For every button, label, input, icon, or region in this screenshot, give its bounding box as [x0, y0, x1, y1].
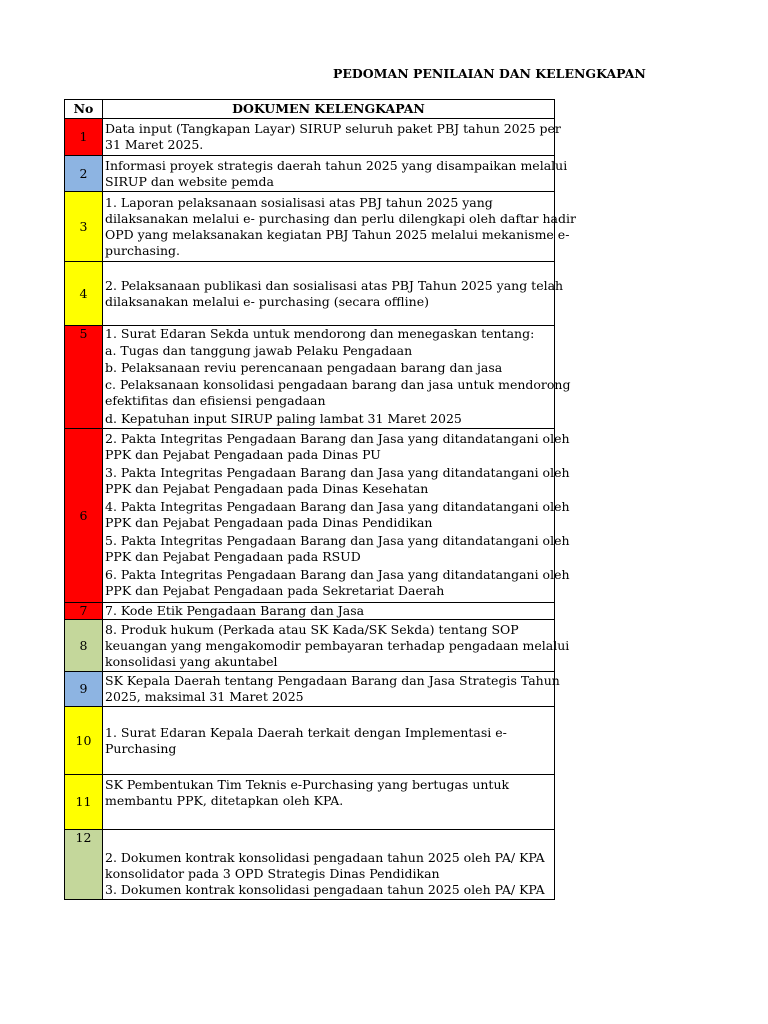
- row-number: 6: [65, 429, 103, 603]
- row-number: 5: [65, 326, 103, 429]
- document-text: Informasi proyek strategis daerah tahun 2025 yang disampaikan melalui SIRUP dan website pemda: [103, 156, 555, 192]
- row-number: 3: [65, 192, 103, 262]
- document-item: 4. Pakta Integritas Pengadaan Barang dan Jasa yang ditandatangani oleh PPK dan Pejabat Pengadaan pada Dinas Pendidikan: [105, 498, 570, 530]
- row-number: 2: [65, 156, 103, 192]
- row-number: 11: [65, 775, 103, 830]
- table-row: [65, 672, 555, 707]
- table-row: [65, 830, 555, 900]
- document-text: 7. Kode Etik Pengadaan Barang dan Jasa: [103, 603, 555, 620]
- table-row: [65, 707, 555, 775]
- row-number: 4: [65, 262, 103, 326]
- document-items: [103, 429, 570, 603]
- header-document: DOKUMEN KELENGKAPAN: [103, 100, 555, 119]
- table-row: [65, 620, 555, 672]
- document-item: d. Kepatuhan input SIRUP paling lambat 31 Maret 2025: [105, 411, 462, 426]
- document-item: 3. Pakta Integritas Pengadaan Barang dan Jasa yang ditandatangani oleh PPK dan Pejabat Pengadaan pada Dinas Kesehatan: [105, 464, 570, 496]
- header-no: No: [65, 100, 103, 119]
- row-number: 8: [65, 620, 103, 672]
- document-text: 2. Pelaksanaan publikasi dan sosialisasi atas PBJ Tahun 2025 yang telah dilaksanakan melalui e- purchasing (secara offline): [103, 262, 555, 326]
- document-text: SK Pembentukan Tim Teknis e-Purchasing yang bertugas untuk membantu PPK, ditetapkan oleh KPA.: [103, 775, 555, 830]
- row-number: 9: [65, 672, 103, 707]
- table-row: [65, 192, 555, 262]
- table-row: [65, 262, 555, 326]
- document-item: 6. Pakta Integritas Pengadaan Barang dan Jasa yang ditandatangani oleh PPK dan Pejabat Pengadaan pada Sekretariat Daerah: [105, 566, 570, 598]
- row-number: 12: [65, 830, 103, 900]
- row-number: 10: [65, 707, 103, 775]
- document-text: 8. Produk hukum (Perkada atau SK Kada/SK Sekda) tentang SOP keuangan yang mengakomodir pembayaran terhadap pengadaan melalui konsolidasi yang akuntabel: [103, 620, 555, 672]
- table-header-row: [65, 100, 555, 119]
- document-text: 1. Laporan pelaksanaan sosialisasi atas PBJ tahun 2025 yang dilaksanakan melalui e- purchasing dan perlu dilengkapi oleh daftar hadir OPD yang melaksanakan kegiatan PBJ Tahun 2025 melalui mekanisme e- purchasing.: [103, 192, 555, 262]
- table-row: [65, 326, 555, 429]
- document-items: [103, 326, 571, 429]
- document-item: 2. Pakta Integritas Pengadaan Barang dan Jasa yang ditandatangani oleh PPK dan Pejabat Pengadaan pada Dinas PU: [105, 430, 570, 462]
- table-row: [65, 603, 555, 620]
- assessment-table-sheet: [64, 99, 576, 897]
- document-item: b. Pelaksanaan reviu perencanaan pengadaan barang dan jasa: [105, 360, 503, 375]
- document-text: 2. Dokumen kontrak konsolidasi pengadaan tahun 2025 oleh PA/ KPA konsolidator pada 3 OPD Strategis Dinas Pendidikan 3. Dokumen kontrak konsolidasi pengadaan tahun 2025 oleh PA/ KPA: [103, 830, 555, 900]
- table-row: [65, 156, 555, 192]
- document-item: 1. Surat Edaran Sekda untuk mendorong dan menegaskan tentang:: [105, 326, 535, 341]
- document-text: 1. Surat Edaran Kepala Daerah terkait dengan Implementasi e- Purchasing: [103, 707, 555, 775]
- document-item: a. Tugas dan tanggung jawab Pelaku Pengadaan: [105, 343, 413, 358]
- document-item: c. Pelaksanaan konsolidasi pengadaan barang dan jasa untuk mendorong efektifitas dan efisiensi pengadaan: [105, 377, 571, 408]
- document-item: 5. Pakta Integritas Pengadaan Barang dan Jasa yang ditandatangani oleh PPK dan Pejabat Pengadaan pada RSUD: [105, 532, 570, 564]
- document-text: Data input (Tangkapan Layar) SIRUP seluruh paket PBJ tahun 2025 per 31 Maret 2025.: [103, 119, 555, 156]
- document-text: SK Kepala Daerah tentang Pengadaan Barang dan Jasa Strategis Tahun 2025, maksimal 31 Maret 2025: [103, 672, 555, 707]
- table-row: [65, 775, 555, 830]
- row-number: 1: [65, 119, 103, 156]
- table-row: [65, 119, 555, 156]
- table-row: [65, 429, 555, 603]
- document-checklist-table: [64, 99, 576, 900]
- row-number: 7: [65, 603, 103, 620]
- page-title: PEDOMAN PENILAIAN DAN KELENGKAPAN: [333, 66, 646, 81]
